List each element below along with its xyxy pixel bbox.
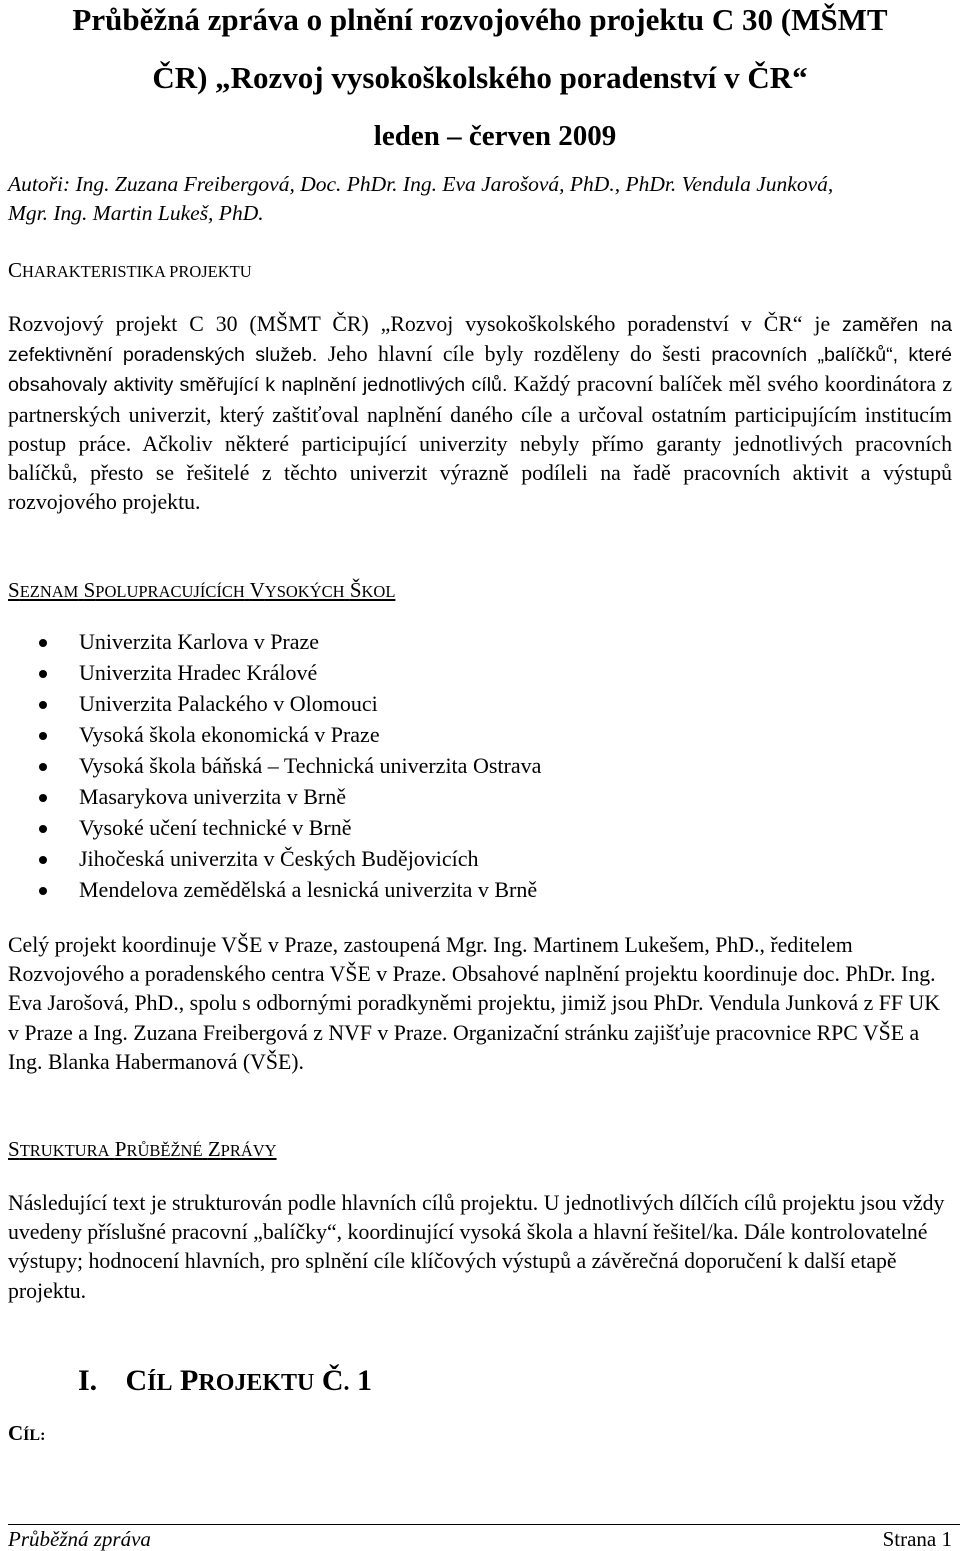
bullet-icon	[39, 639, 47, 647]
list-item: Univerzita Palackého v Olomouci	[37, 688, 917, 719]
authors-line-2: Mgr. Ing. Martin Lukeš, PhD.	[8, 201, 264, 225]
section-heading-universities: SEZNAM SPOLUPRACUJÍCÍCH VYSOKÝCH ŠKOL	[8, 578, 396, 602]
list-item: Vysoké učení technické v Brně	[37, 812, 917, 843]
document-title-line-2: ČR) „Rozvoj vysokoškolského poradenství v ČR“	[152, 60, 808, 95]
document-period: leden – červen 2009	[373, 120, 617, 152]
bullet-icon	[39, 670, 47, 678]
list-item: Vysoká škola ekonomická v Praze	[37, 719, 917, 750]
footer-document-name: Průběžná zpráva	[8, 1527, 151, 1551]
characteristics-paragraph: Rozvojový projekt C 30 (MŠMT ČR) „Rozvoj vysokoškolského poradenství v ČR“ je zaměřen na zefektivnění poradenských služeb. Jeho hlavní cíle byly rozděleny do šesti pracovních „balíčků“, které obsahovaly aktivity směřující k naplnění jednotlivých cílů. Každý pracovní balíček měl svého koordinátora z partnerských univerzit, který zaštiťoval naplnění daného cíle a určoval ostatním participujícím institucím postup práce. Ačkoliv některé participující univerzity nebyly přímo garanty jednotlivých pracovních balíčků, přesto se řešitelé z těchto univerzit výrazně podíleli na řadě pracovních aktivit a výstupů rozvojového projektu.	[8, 312, 952, 515]
coordination-paragraph: Celý projekt koordinuje VŠE v Praze, zastoupená Mgr. Ing. Martinem Lukešem, PhD., ředitelem Rozvojového a poradenského centra VŠE v Praze. Obsahové naplnění projektu koordinuje doc. PhDr. Ing. Eva Jarošová, PhD., spolu s odbornými poradkyněmi projektu, jimiž jsou PhDr. Vendula Junková z FF UK v Praze a Ing. Zuzana Freibergová z NVF v Praze. Organizační stránku zajišťuje pracovnice RPC VŠE a Ing. Blanka Habermanová (VŠE).	[8, 933, 940, 1074]
footer-divider	[8, 1524, 960, 1525]
list-item: Masarykova univerzita v Brně	[37, 781, 917, 812]
list-item: Univerzita Karlova v Praze	[37, 626, 917, 657]
bullet-icon	[39, 887, 47, 895]
document-title-line-1: Průběžná zpráva o plnění rozvojového projektu C 30 (MŠMT	[72, 2, 888, 37]
section-heading-structure: STRUKTURA PRŮBĚŽNÉ ZPRÁVY	[8, 1137, 277, 1161]
list-item: Jihočeská univerzita v Českých Budějovicích	[37, 843, 917, 874]
bullet-icon	[39, 794, 47, 802]
section-heading-characteristics: CHARAKTERISTIKA PROJEKTU	[8, 258, 252, 282]
footer-page-number: Strana 1	[882, 1527, 952, 1551]
goal-label: CÍL:	[8, 1421, 46, 1445]
structure-paragraph: Následující text je strukturován podle hlavních cílů projektu. U jednotlivých dílčích cílů projektu jsou vždy uvedeny příslušné pracovní „balíčky“, koordinující vysoká škola a hlavní řešitel/ka. Dále kontrolovatelné výstupy; hodnocení hlavních, pro splnění cíle klíčových výstupů a závěrečná doporučení k další etapě projektu.	[8, 1191, 945, 1303]
bullet-icon	[39, 763, 47, 771]
bullet-icon	[39, 732, 47, 740]
list-item: Vysoká škola báňská – Technická univerzita Ostrava	[37, 750, 917, 781]
bullet-icon	[39, 701, 47, 709]
bullet-icon	[39, 825, 47, 833]
authors-line-1: Autoři: Ing. Zuzana Freibergová, Doc. PhDr. Ing. Eva Jarošová, PhD., PhDr. Vendula Junková,	[8, 172, 834, 196]
university-list	[37, 626, 917, 905]
list-item: Mendelova zemědělská a lesnická univerzita v Brně	[37, 874, 917, 905]
chapter-heading: I. CÍL PROJEKTU Č. 1	[78, 1364, 373, 1397]
list-item: Univerzita Hradec Králové	[37, 657, 917, 688]
bullet-icon	[39, 856, 47, 864]
